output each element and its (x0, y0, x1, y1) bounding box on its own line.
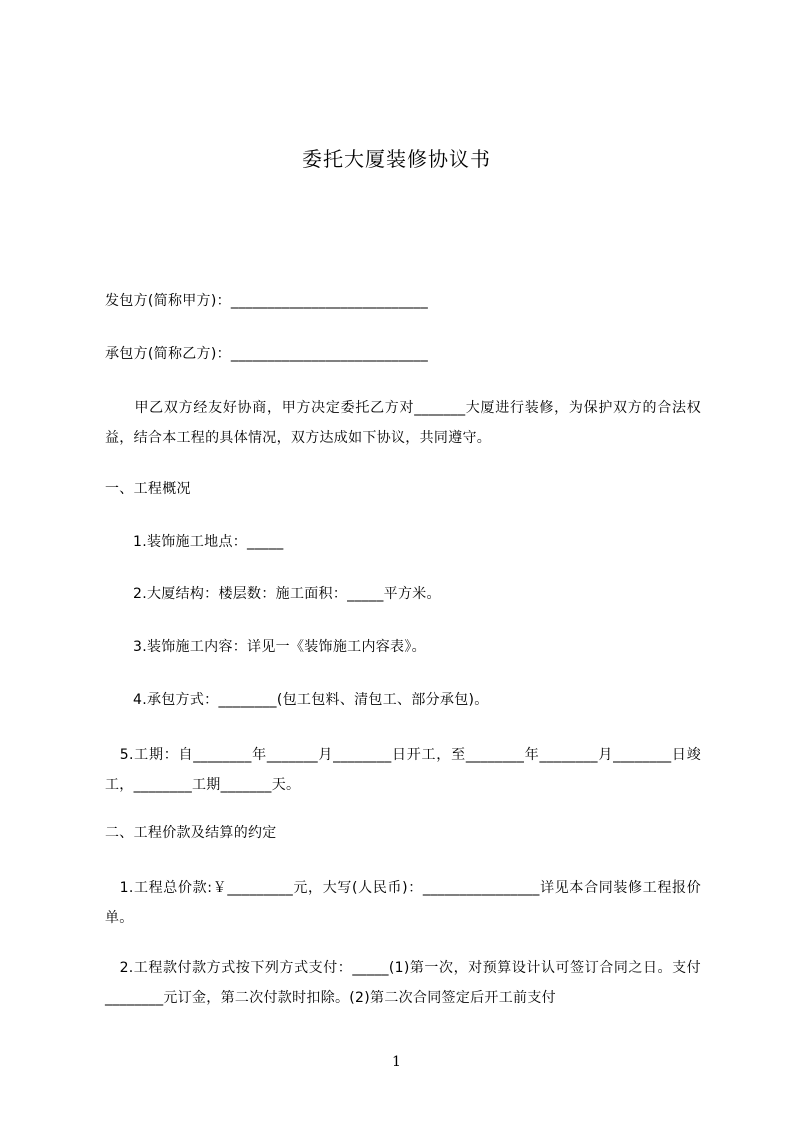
party-a-line: 发包方(简称甲方)：___________________________ (105, 293, 429, 309)
section-2-heading: 二、工程价款及结算的约定 (105, 825, 277, 841)
clause-1-3: 3.装饰施工内容：详见一《装饰施工内容表》。 (133, 639, 426, 655)
clause-1-5: 5.工期：自________年_______月________日开工，至________年________月________日竣工，________工期_______天。 (105, 747, 701, 793)
clause-1-4: 4.承包方式：________(包工包料、清包工、部分承包)。 (133, 692, 489, 708)
clause-1-1: 1.装饰施工地点：_____ (133, 534, 284, 550)
page-number: 1 (392, 1054, 401, 1070)
clause-2-2: 2.工程款付款方式按下列方式支付：_____(1)第一次，对预算设计认可签订合同之日。支付________元订金，第二次付款时扣除。(2)第二次合同签定后开工前支付 (105, 960, 701, 1006)
party-b-line: 承包方(简称乙方)：___________________________ (105, 346, 429, 362)
section-1-heading: 一、工程概况 (105, 481, 191, 497)
clause-2-1: 1.工程总价款:￥_________元，大写(人民币)：________________详见本合同装修工程报价单。 (105, 880, 701, 926)
document-title: 委托大厦装修协议书 (302, 147, 491, 171)
clause-1-2: 2.大厦结构：楼层数：施工面积：_____平方米。 (133, 586, 441, 602)
intro-paragraph: 甲乙双方经友好协商，甲方决定委托乙方对_______大厦进行装修，为保护双方的合法权益，结合本工程的具体情况，双方达成如下协议，共同遵守。 (105, 400, 701, 446)
